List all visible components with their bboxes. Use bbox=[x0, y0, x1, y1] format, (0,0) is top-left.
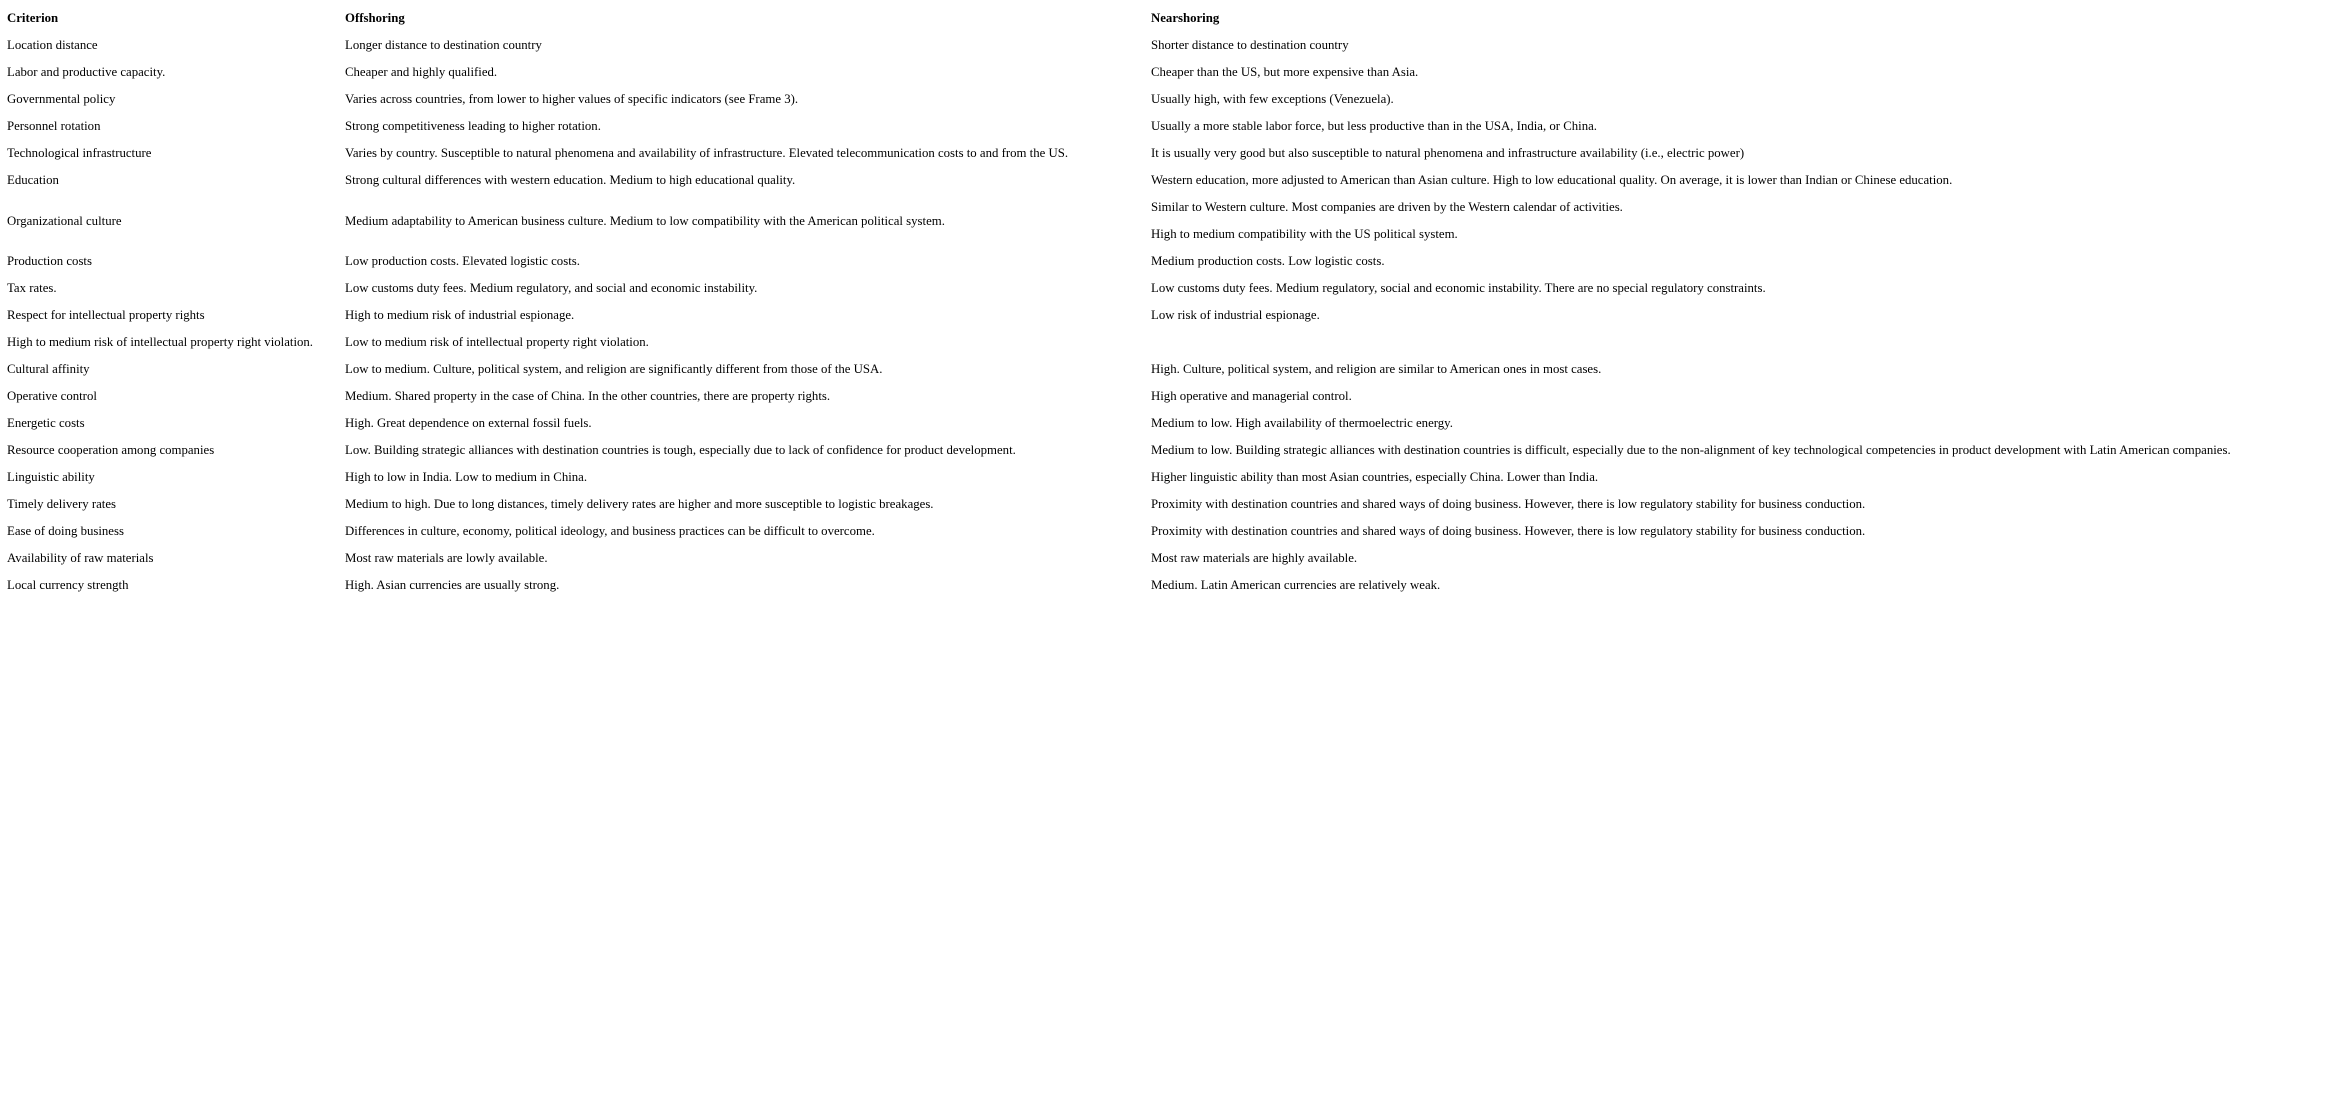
cell-offshoring: Strong competitiveness leading to higher rotation. bbox=[345, 119, 601, 133]
cell-nearshoring bbox=[1148, 572, 2234, 599]
cell-nearshoring-line: Shorter distance to destination country bbox=[1151, 38, 1349, 52]
cell-nearshoring-line: Most raw materials are highly available. bbox=[1151, 551, 1358, 565]
table-row bbox=[4, 464, 2234, 491]
header-criterion: Criterion bbox=[7, 11, 59, 25]
header-nearshoring: Nearshoring bbox=[1151, 11, 1220, 25]
cell-nearshoring bbox=[1148, 86, 2234, 113]
cell-criterion: Ease of doing business bbox=[7, 524, 124, 538]
cell-criterion: Linguistic ability bbox=[7, 470, 95, 484]
cell-criterion: Education bbox=[7, 173, 59, 187]
cell-nearshoring bbox=[1148, 491, 2234, 518]
cell-offshoring: Most raw materials are lowly available. bbox=[345, 551, 548, 565]
header-row bbox=[4, 5, 2234, 32]
table-row bbox=[4, 491, 2234, 518]
cell-nearshoring bbox=[1148, 518, 2234, 545]
cell-nearshoring-line: Low risk of industrial espionage. bbox=[1151, 308, 1320, 322]
cell-offshoring: Low to medium. Culture, political system, and religion are significantly different from those of the USA. bbox=[345, 362, 883, 376]
cell-offshoring: Low customs duty fees. Medium regulatory, and social and economic instability. bbox=[345, 281, 758, 295]
cell-offshoring: Varies across countries, from lower to higher values of specific indicators (see Frame 3). bbox=[345, 92, 799, 106]
cell-nearshoring-line: Medium. Latin American currencies are relatively weak. bbox=[1151, 578, 1441, 592]
cell-nearshoring bbox=[1148, 275, 2234, 302]
cell-nearshoring bbox=[1148, 32, 2234, 59]
cell-offshoring: High to low in India. Low to medium in China. bbox=[345, 470, 588, 484]
cell-nearshoring-line: High. Culture, political system, and religion are similar to American ones in most cases. bbox=[1151, 362, 1602, 376]
table-row bbox=[4, 383, 2234, 410]
table-header bbox=[4, 5, 2234, 32]
cell-nearshoring bbox=[1148, 113, 2234, 140]
cell-criterion: Production costs bbox=[7, 254, 92, 268]
cell-nearshoring bbox=[1148, 248, 2234, 275]
cell-criterion: Timely delivery rates bbox=[7, 497, 116, 511]
cell-criterion: Technological infrastructure bbox=[7, 146, 152, 160]
cell-offshoring: Medium adaptability to American business culture. Medium to low compatibility with the American political system. bbox=[345, 213, 945, 228]
table-body bbox=[4, 32, 2234, 599]
cell-nearshoring-line: Similar to Western culture. Most companies are driven by the Western calendar of activities. bbox=[1151, 200, 1623, 214]
table-row bbox=[4, 59, 2234, 86]
table-row bbox=[4, 32, 2234, 59]
table-row bbox=[4, 194, 2234, 248]
table-row bbox=[4, 248, 2234, 275]
cell-criterion: Availability of raw materials bbox=[7, 551, 154, 565]
cell-offshoring: Varies by country. Susceptible to natural phenomena and availability of infrastructure. Elevated telecommunication costs to and from the US. bbox=[345, 146, 1069, 160]
cell-nearshoring-line: Higher linguistic ability than most Asian countries, especially China. Lower than India. bbox=[1151, 470, 1599, 484]
table-row bbox=[4, 410, 2234, 437]
cell-nearshoring-line: High operative and managerial control. bbox=[1151, 389, 1352, 403]
cell-nearshoring bbox=[1148, 356, 2234, 383]
cell-criterion: Organizational culture bbox=[7, 213, 122, 228]
table-row bbox=[4, 86, 2234, 113]
header-offshoring: Offshoring bbox=[345, 11, 405, 25]
cell-nearshoring bbox=[1148, 545, 2234, 572]
comparison-table-container bbox=[4, 5, 2234, 599]
cell-nearshoring bbox=[1148, 464, 2234, 491]
table-row bbox=[4, 572, 2234, 599]
cell-nearshoring bbox=[1148, 140, 2234, 167]
cell-nearshoring-line: Medium to low. High availability of thermoelectric energy. bbox=[1151, 416, 1453, 430]
cell-nearshoring bbox=[1148, 302, 2234, 329]
table-row bbox=[4, 356, 2234, 383]
cell-nearshoring-line: Medium to low. Building strategic alliances with destination countries is difficult, especially due to the non-alignment of key technological competencies in product development with Latin American companies. bbox=[1151, 443, 2231, 457]
cell-offshoring: Longer distance to destination country bbox=[345, 38, 542, 52]
cell-offshoring: Low. Building strategic alliances with destination countries is tough, especially due to lack of confidence for product development. bbox=[345, 443, 1016, 457]
cell-nearshoring bbox=[1148, 410, 2234, 437]
cell-nearshoring-line: Usually a more stable labor force, but less productive than in the USA, India, or China. bbox=[1151, 119, 1598, 133]
cell-nearshoring bbox=[1148, 59, 2234, 86]
table-row bbox=[4, 167, 2234, 194]
cell-offshoring: High. Great dependence on external fossil fuels. bbox=[345, 416, 592, 430]
cell-criterion: Energetic costs bbox=[7, 416, 85, 430]
table-row bbox=[4, 113, 2234, 140]
cell-criterion: Labor and productive capacity. bbox=[7, 65, 166, 79]
cell-nearshoring-line: High to medium compatibility with the US political system. bbox=[1151, 227, 1458, 241]
table-row bbox=[4, 140, 2234, 167]
table-row bbox=[4, 329, 2234, 356]
table-row bbox=[4, 302, 2234, 329]
table-row bbox=[4, 518, 2234, 545]
cell-criterion: Personnel rotation bbox=[7, 119, 101, 133]
cell-nearshoring bbox=[1148, 437, 2234, 464]
cell-offshoring: High. Asian currencies are usually strong. bbox=[345, 578, 560, 592]
cell-criterion: Operative control bbox=[7, 389, 97, 403]
cell-nearshoring-line: Low customs duty fees. Medium regulatory, social and economic instability. There are no special regulatory constraints. bbox=[1151, 281, 1766, 295]
cell-criterion: Cultural affinity bbox=[7, 362, 90, 376]
cell-offshoring: Low production costs. Elevated logistic costs. bbox=[345, 254, 580, 268]
cell-criterion: Governmental policy bbox=[7, 92, 116, 106]
cell-offshoring: Differences in culture, economy, political ideology, and business practices can be difficult to overcome. bbox=[345, 524, 875, 538]
cell-nearshoring-line: Western education, more adjusted to American than Asian culture. High to low educational quality. On average, it is lower than Indian or Chinese education. bbox=[1151, 173, 1953, 187]
cell-nearshoring bbox=[1148, 383, 2234, 410]
table-row bbox=[4, 275, 2234, 302]
cell-nearshoring bbox=[1148, 194, 2234, 248]
cell-nearshoring-line: Cheaper than the US, but more expensive than Asia. bbox=[1151, 65, 1419, 79]
cell-criterion: Location distance bbox=[7, 38, 98, 52]
cell-criterion: Local currency strength bbox=[7, 578, 129, 592]
cell-nearshoring-line: Proximity with destination countries and shared ways of doing business. However, there is low regulatory stability for business conduction. bbox=[1151, 524, 1866, 538]
cell-offshoring: Low to medium risk of intellectual property right violation. bbox=[345, 335, 649, 349]
table-row bbox=[4, 545, 2234, 572]
cell-offshoring: Strong cultural differences with western education. Medium to high educational quality. bbox=[345, 173, 796, 187]
cell-nearshoring-line: Proximity with destination countries and shared ways of doing business. However, there is low regulatory stability for business conduction. bbox=[1151, 497, 1866, 511]
cell-offshoring: Medium. Shared property in the case of China. In the other countries, there are property rights. bbox=[345, 389, 831, 403]
cell-criterion: Respect for intellectual property rights bbox=[7, 308, 205, 322]
cell-nearshoring bbox=[1148, 329, 2234, 356]
cell-offshoring: High to medium risk of industrial espionage. bbox=[345, 308, 575, 322]
cell-criterion: High to medium risk of intellectual property right violation. bbox=[7, 335, 314, 349]
comparison-table bbox=[4, 5, 2234, 599]
cell-nearshoring-line: It is usually very good but also susceptible to natural phenomena and infrastructure availability (i.e., electric power) bbox=[1151, 146, 1745, 160]
cell-nearshoring-line: Medium production costs. Low logistic costs. bbox=[1151, 254, 1385, 268]
cell-offshoring: Cheaper and highly qualified. bbox=[345, 65, 498, 79]
cell-criterion: Tax rates. bbox=[7, 281, 57, 295]
cell-nearshoring-line: Usually high, with few exceptions (Venezuela). bbox=[1151, 92, 1394, 106]
table-row bbox=[4, 437, 2234, 464]
cell-offshoring: Medium to high. Due to long distances, timely delivery rates are higher and more susceptible to logistic breakages. bbox=[345, 497, 934, 511]
cell-nearshoring bbox=[1148, 167, 2234, 194]
cell-criterion: Resource cooperation among companies bbox=[7, 443, 215, 457]
